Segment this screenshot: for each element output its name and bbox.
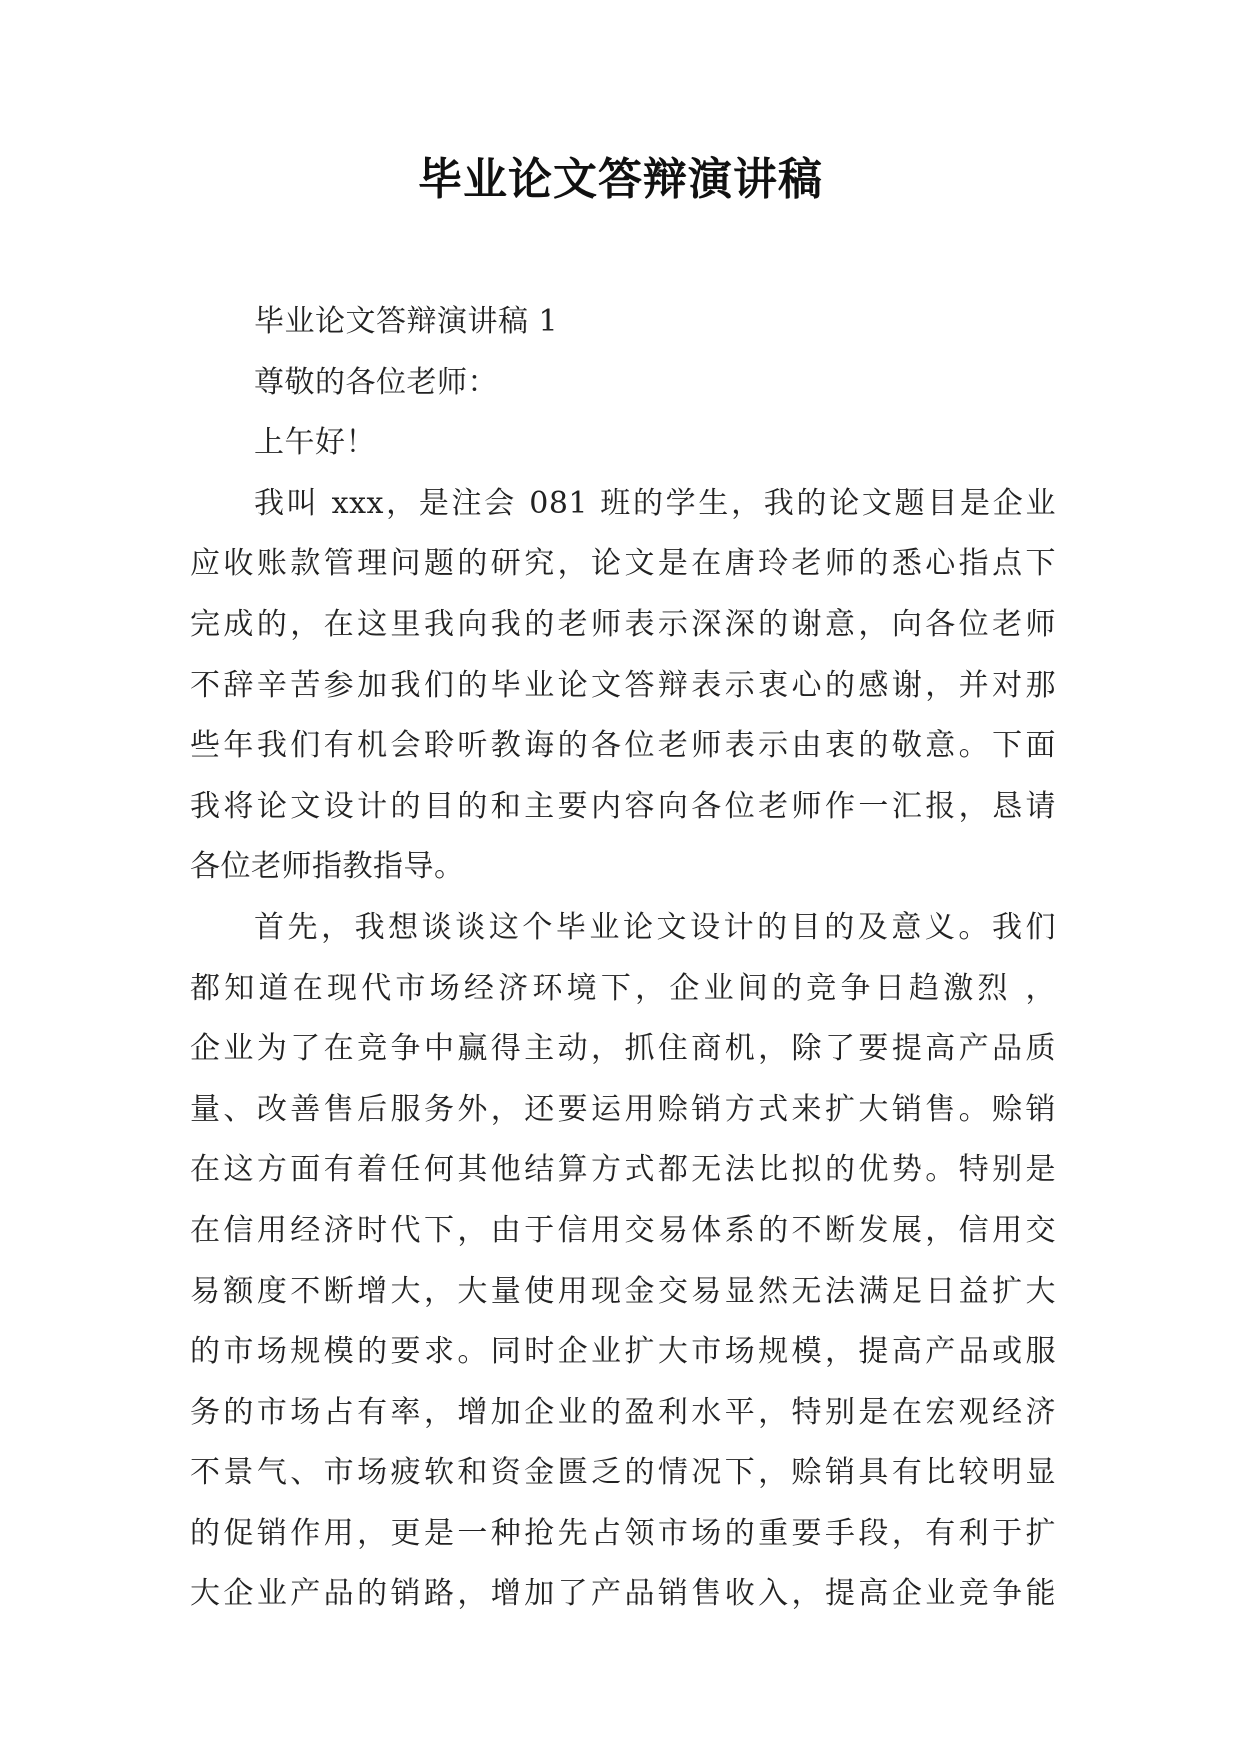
document-body — [190, 292, 1056, 1625]
paragraph-1-line: 完成的，在这里我向我的老师表示深深的谢意，向各位老师 — [190, 606, 1056, 642]
document-title: 毕业论文答辩演讲稿 — [418, 154, 823, 205]
paragraph-2-line: 大企业产品的销路，增加了产品销售收入，提高企业竞争能 — [190, 1576, 1056, 1612]
greeting: 上午好！ — [254, 425, 376, 461]
paragraph-2-line: 首先，我想谈谈这个毕业论文设计的目的及意义。我们 — [254, 909, 1056, 945]
paragraph-2-line: 在这方面有着任何其他结算方式都无法比拟的优势。特别是 — [190, 1152, 1056, 1188]
paragraph-1-line: 些年我们有机会聆听教诲的各位老师表示由衷的敬意。下面 — [190, 728, 1056, 764]
paragraph-2-line: 不景气、市场疲软和资金匮乏的情况下，赊销具有比较明显 — [190, 1455, 1056, 1491]
section-heading: 毕业论文答辩演讲稿 1 — [254, 304, 559, 339]
salutation: 尊敬的各位老师： — [254, 364, 498, 400]
paragraph-1-line: 应收账款管理问题的研究，论文是在唐玲老师的悉心指点下 — [190, 546, 1056, 582]
paragraph-2-line: 的促销作用，更是一种抢先占领市场的重要手段，有利于扩 — [190, 1515, 1056, 1551]
paragraph-2-line: 量、改善售后服务外，还要运用赊销方式来扩大销售。赊销 — [190, 1091, 1056, 1127]
paragraph-1-line: 我将论文设计的目的和主要内容向各位老师作一汇报，恳请 — [190, 788, 1056, 824]
paragraph-1-line: 我叫 xxx，是注会 081 班的学生，我的论文题目是企业 — [254, 485, 1056, 521]
paragraph-2-line: 都知道在现代市场经济环境下，企业间的竞争日趋激烈 ， — [190, 970, 1056, 1006]
paragraph-2-line: 的市场规模的要求。同时企业扩大市场规模，提高产品或服 — [190, 1334, 1056, 1370]
paragraph-2-line: 企业为了在竞争中赢得主动，抓住商机，除了要提高产品质 — [190, 1031, 1056, 1067]
paragraph-2-line: 在信用经济时代下，由于信用交易体系的不断发展，信用交 — [190, 1212, 1056, 1248]
paragraph-2-line: 务的市场占有率，增加企业的盈利水平，特别是在宏观经济 — [190, 1394, 1056, 1430]
paragraph-1-line: 各位老师指教指导。 — [190, 849, 465, 885]
paragraph-2-line: 易额度不断增大，大量使用现金交易显然无法满足日益扩大 — [190, 1273, 1056, 1309]
paragraph-1-line: 不辞辛苦参加我们的毕业论文答辩表示衷心的感谢，并对那 — [190, 667, 1056, 703]
